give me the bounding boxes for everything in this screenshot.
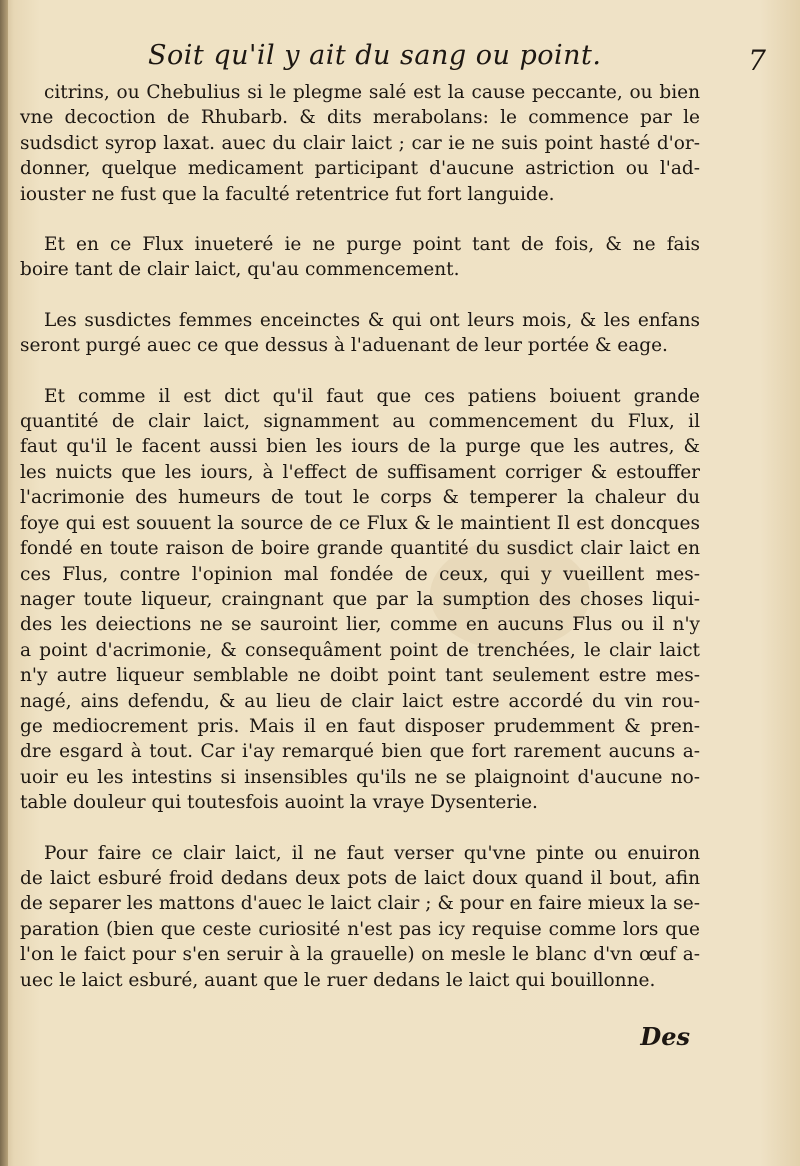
page-number: 7 <box>748 44 766 77</box>
text-line: Les susdictes femmes enceinctes & qui ont leurs mois, & les enfans <box>44 309 700 331</box>
paragraph <box>20 841 700 993</box>
text-line: boire tant de clair laict, qu'au commencement. <box>20 259 460 281</box>
running-title: Soit qu'il y ait du sang ou point. <box>148 40 602 71</box>
text-line: iouster ne fust que la faculté retentrice fut fort languide. <box>20 183 555 205</box>
text-line: nagé, ains defendu, & au lieu de clair laict estre accordé du vin rou- <box>20 690 700 712</box>
text-line: fondé en toute raison de boire grande quantité du susdict clair laict en <box>20 538 700 560</box>
text-line: uec le laict esburé, auant que le ruer dedans le laict qui bouillonne. <box>20 969 656 991</box>
text-line: Et comme il est dict qu'il faut que ces patiens boiuent grande <box>44 385 700 407</box>
text-line: de separer les mattons d'auec le laict clair ; & pour en faire mieux la se- <box>20 893 700 915</box>
catchword: Des <box>640 1022 690 1051</box>
text-line: Et en ce Flux inueteré ie ne purge point tant de fois, & ne fais <box>44 234 700 256</box>
text-line: sudsdict syrop laxat. auec du clair laict ; car ie ne suis point hasté d'or- <box>20 132 700 154</box>
text-line: table douleur qui toutesfois auoint la vraye Dysenterie. <box>20 792 538 814</box>
page-binding-edge <box>0 0 8 1166</box>
text-line: ces Flus, contre l'opinion mal fondée de ceux, qui y vueillent mes- <box>20 563 700 585</box>
text-line: citrins, ou Chebulius si le plegme salé est la cause peccante, ou bien <box>44 82 700 103</box>
text-line: les nuicts que les iours, à l'effect de suffisament corriger & estouffer <box>20 461 700 483</box>
text-line: ge mediocrement pris. Mais il en faut disposer prudemment & pren- <box>20 715 700 737</box>
paragraph <box>20 80 700 207</box>
text-line: uoir eu les intestins si insensibles qu'ils ne se plaignoint d'aucune no- <box>20 766 700 788</box>
text-line: dre esgard à tout. Car i'ay remarqué bien que fort rarement aucuns a- <box>20 741 700 763</box>
text-line: faut qu'il le facent aussi bien les iours de la purge que les autres, & <box>20 436 700 458</box>
text-line: de laict esburé froid dedans deux pots de laict doux quand il bout, afin <box>20 867 700 889</box>
text-line: foye qui est souuent la source de ce Flux & le maintient Il est doncques <box>20 512 700 534</box>
text-line: l'acrimonie des humeurs de tout le corps & temperer la chaleur du <box>20 487 700 509</box>
text-line: l'on le faict pour s'en seruir à la grauelle) on mesle le blanc d'vn œuf a- <box>20 944 700 966</box>
text-line: des les deiections ne se sauroint lier, comme en aucuns Flus ou il n'y <box>20 614 700 636</box>
text-line: n'y autre liqueur semblable ne doibt point tant seulement estre mes- <box>20 665 700 687</box>
text-line: donner, quelque medicament participant d'aucune astriction ou l'ad- <box>20 158 700 180</box>
paragraph <box>20 308 700 359</box>
paragraph <box>20 384 700 816</box>
text-line: quantité de clair laict, signamment au commencement du Flux, il <box>20 411 700 433</box>
body-text <box>20 80 700 1018</box>
text-line: nager toute liqueur, craingnant que par la sumption des choses liqui- <box>20 588 700 610</box>
text-line: paration (bien que ceste curiosité n'est pas icy requise comme lors que <box>20 918 700 940</box>
text-line: Pour faire ce clair laict, il ne faut verser qu'vne pinte ou enuiron <box>44 842 700 864</box>
paragraph <box>20 232 700 283</box>
text-line: vne decoction de Rhubarb. & dits merabolans: le commence par le <box>20 107 700 129</box>
text-line: a point d'acrimonie, & consequâment point de trenchées, le clair laict <box>20 639 700 661</box>
text-line: seront purgé auec ce que dessus à l'aduenant de leur portée & eage. <box>20 335 668 357</box>
